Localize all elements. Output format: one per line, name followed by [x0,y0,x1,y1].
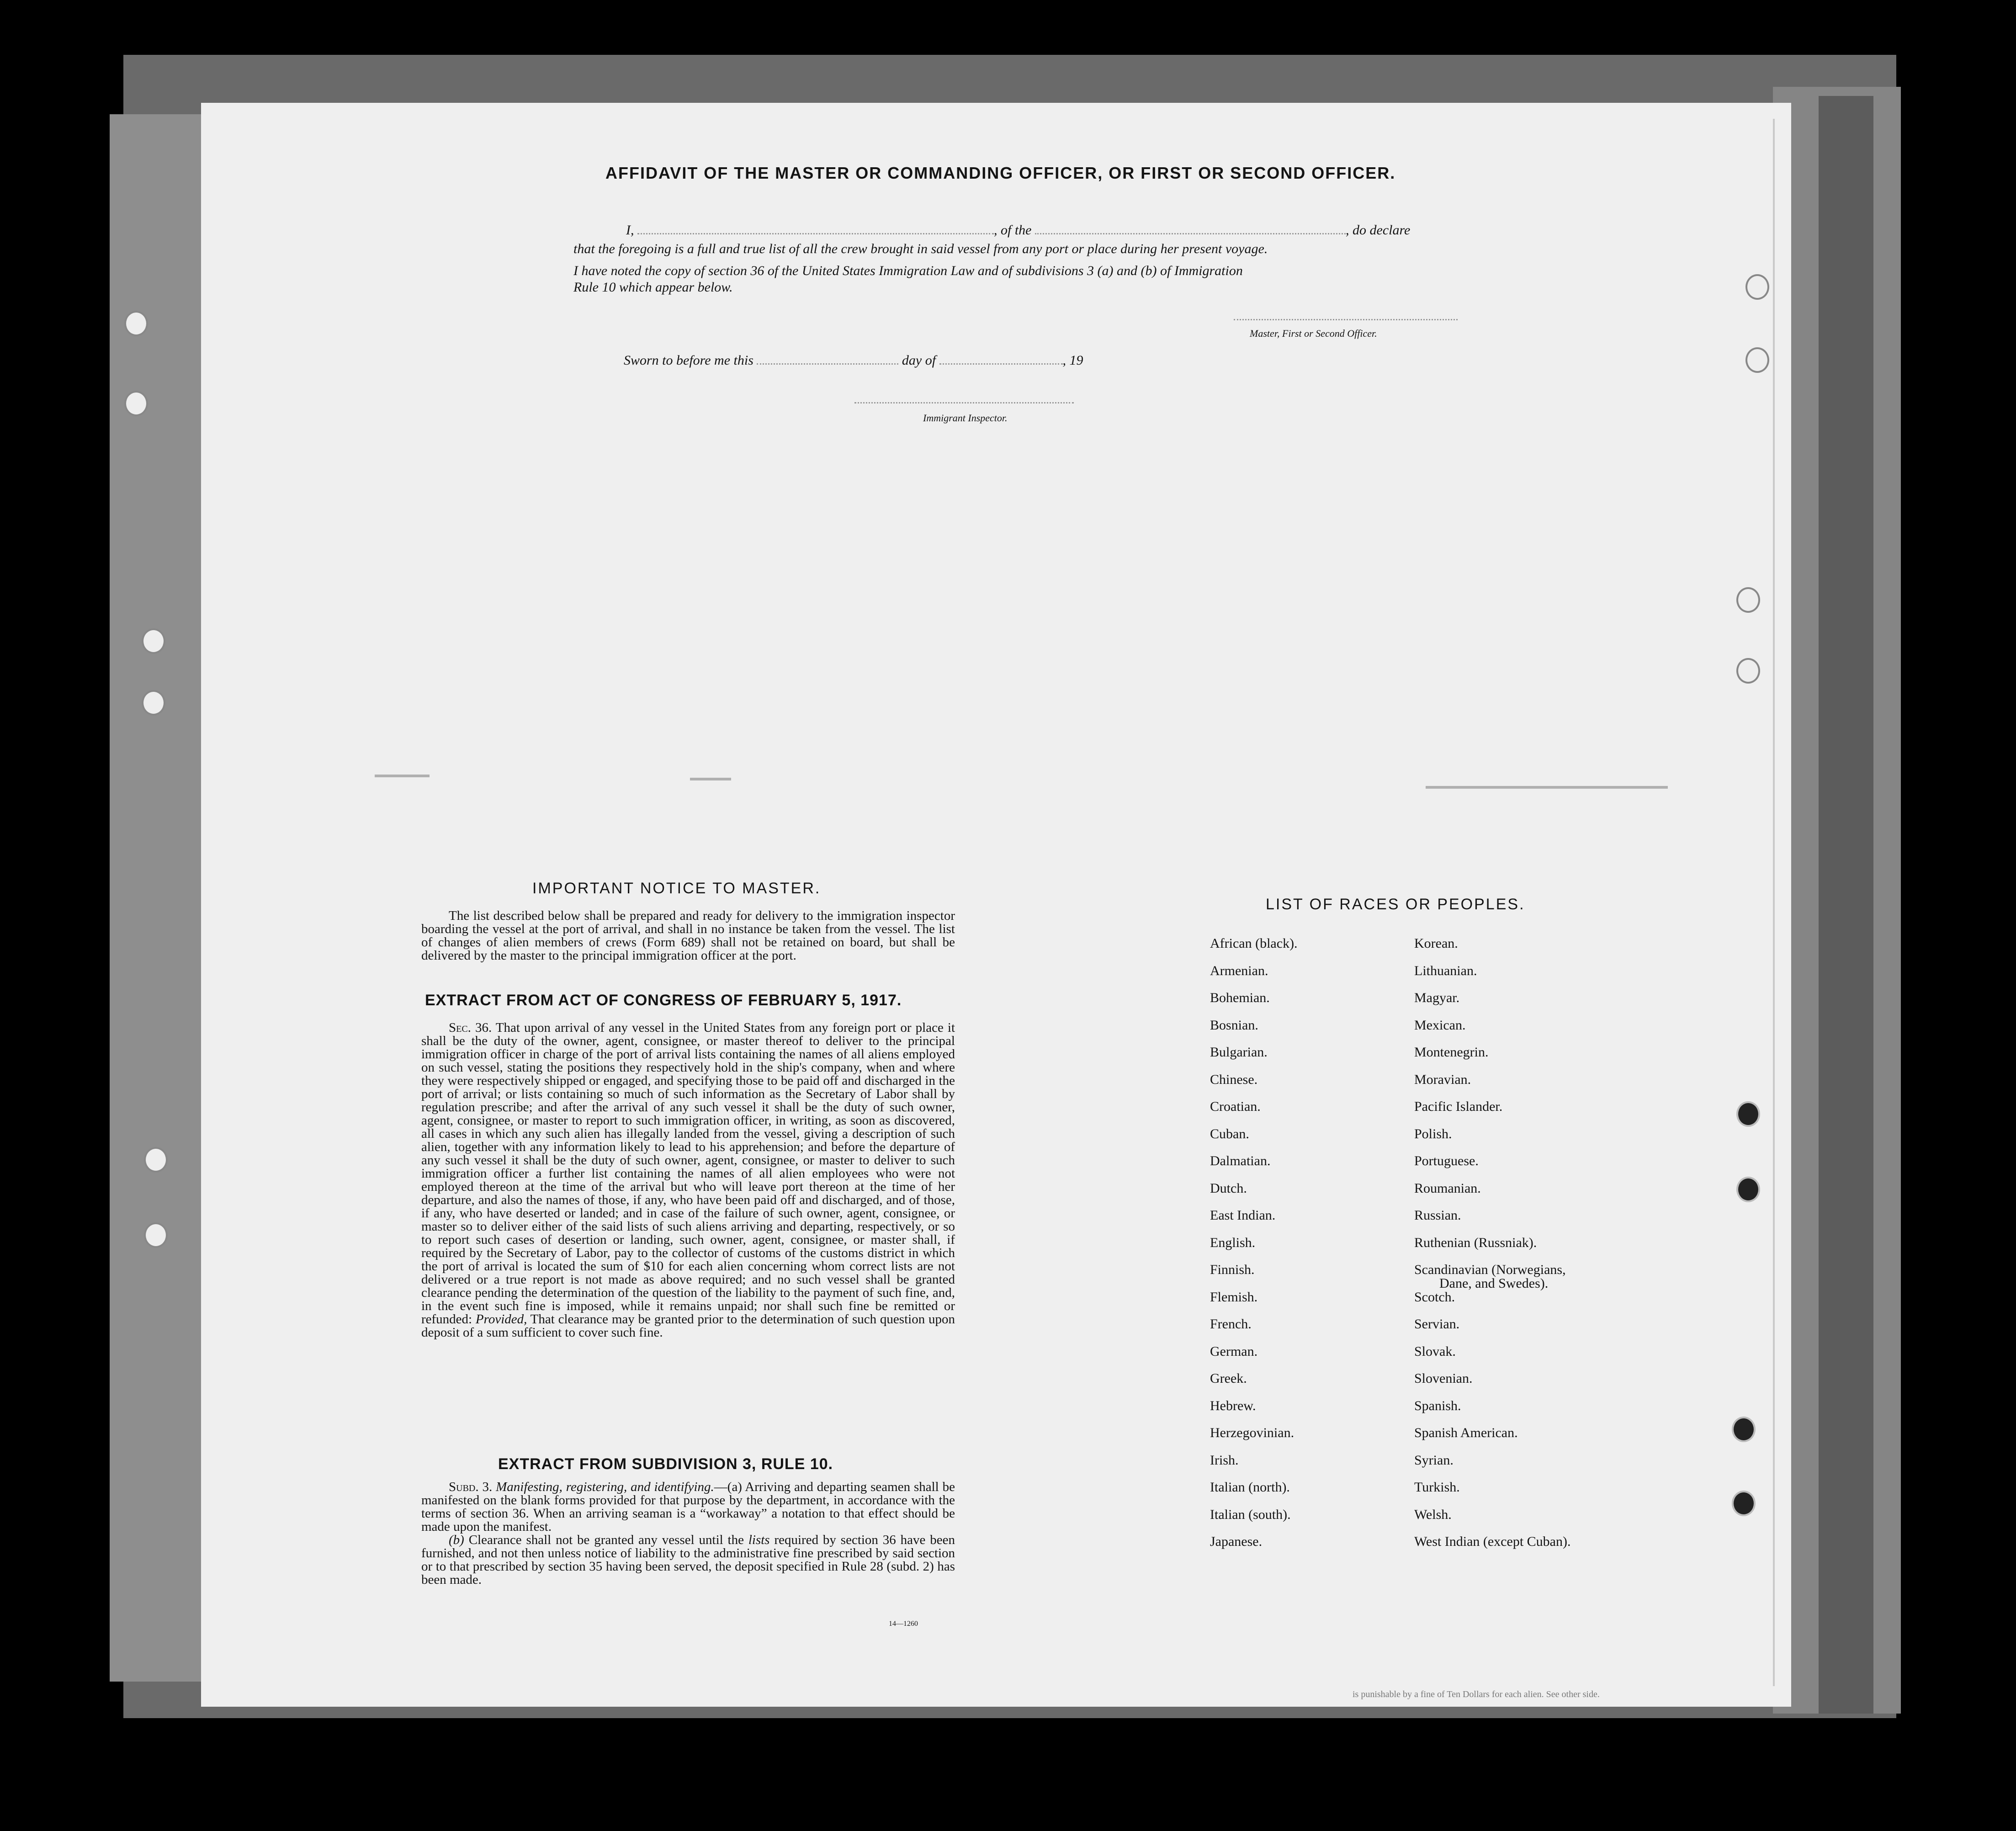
race-item: Portuguese. [1414,1153,1479,1168]
race-item: East Indian. [1210,1208,1276,1223]
scan-smudge [375,775,430,777]
inspector-label: Immigrant Inspector. [923,412,1008,424]
race-item: Korean. [1414,936,1458,951]
subd-b-text-2: required by section 36 have been furnished, and not then unless notice of liability to the administrative fine prescribed by said section or to that prescribed by section 35 having been served, the deposit specified in Rule 28 (subd. 2) has been made. [421,1533,955,1587]
extract-rule-title: EXTRACT FROM SUBDIVISION 3, RULE 10. [498,1455,833,1473]
background-page-edge [1819,96,1873,1714]
day-of-label: day of [902,353,936,368]
race-item: Dalmatian. [1210,1153,1271,1168]
affidavit-i-label: I, [626,223,634,238]
extract-act-title: EXTRACT FROM ACT OF CONGRESS OF FEBRUARY 5, 1917. [425,992,902,1009]
affidavit-of-the-label: , of the [994,223,1032,238]
punch-hole [1736,658,1760,684]
manifest-sheet [201,103,1791,1707]
sworn-line [624,353,1083,368]
race-item: Scotch. [1414,1289,1455,1305]
race-item: Japanese. [1210,1534,1263,1549]
form-code: 14—1260 [889,1620,918,1628]
race-item: Magyar. [1414,990,1460,1005]
race-item: Bohemian. [1210,990,1270,1005]
scan-smudge [1426,786,1668,789]
race-item: Polish. [1414,1126,1452,1141]
race-item: Moravian. [1414,1072,1471,1087]
race-item: Dutch. [1210,1180,1247,1196]
section-36-paragraph [421,1021,955,1339]
race-item: English. [1210,1235,1256,1250]
race-item: Slovenian. [1414,1371,1473,1386]
race-item: German. [1210,1343,1258,1359]
race-item: Irish. [1210,1452,1239,1468]
race-item: Turkish. [1414,1480,1460,1495]
provided-text: Provided, [475,1312,527,1327]
affidavit-line-2: that the foregoing is a full and true list of all the crew brought in said vessel from any port or place during her present voyage. [573,241,1268,256]
subd-b-label: (b) [449,1533,464,1547]
inspector-signature-line[interactable] [854,402,1074,403]
subd-b-lists: lists [748,1533,770,1547]
punch-hole [1736,1177,1760,1202]
race-item: Scandinavian (Norwegians, [1414,1262,1566,1277]
race-item: Croatian. [1210,1099,1261,1114]
notice-body [421,909,955,962]
race-item: Montenegrin. [1414,1045,1489,1060]
punch-hole [124,311,148,336]
signature-line[interactable] [1234,319,1458,320]
race-item: Syrian. [1414,1452,1454,1468]
race-item: Servian. [1414,1316,1460,1332]
section-36-text: That upon arrival of any vessel in the United States from any foreign port or place it shall be the duty of the owner, agent, consignee, or master thereof to deliver to the principal immigration officer in charge of the port of arrival lists containing the names of all aliens employed on such vessel, stating the positions they respectively hold in the ship's company, when and where they were respectively shipped or engaged, and specifying those to be paid off and discharged in the port of arrival; or lists containing so much of such information as the Secretary of Labor shall by regulation prescribe; and after the arrival of any such vessel it shall be the duty of such owner, agent, consignee, or master to report to such immigration officer, in writing, as soon as discovered, all cases in which any such alien has illegally landed from the vessel, giving a description of such alien, together with any information likely to lead to his apprehension; and before the departure of any such vessel it shall be the duty of such owner, agent, consignee, or master to deliver to such immigration officer a further list containing the names of all alien employees who were not employed thereon at the time of the arrival but who will leave port thereon at the time of her departure, and also the names of those, if any, who have been paid off and discharged, and of those, if any, who have deserted or landed; and in case of the failure of such owner, agent, consignee, or master so to deliver either of the said lists of such aliens arriving and departing, respectively, or so to report such cases of desertion or landing, such owner, agent, consignee, or master shall, if required by the Secretary of Labor, pay to the collector of customs of the customs district in which the port of arrival is located the sum of $10 for each alien concerning whom correct lists are not delivered or a true report is not made as above required; and no such vessel shall be granted clearance pending the determination of the question of the liability to the payment of such fine, and, in the event such fine is imposed, while it remains unpaid; nor shall such fine be remitted or refunded: [421,1020,955,1327]
race-item: Dane, and Swedes). [1439,1276,1549,1291]
year-label: , 19 [1062,353,1083,368]
punch-hole [1732,1491,1756,1516]
extract-rule-body [421,1481,955,1587]
race-item: Flemish. [1210,1289,1258,1305]
officer-name-field[interactable] [637,233,994,234]
race-item: Armenian. [1210,963,1268,978]
section-label: Sec. 36. [449,1020,492,1035]
race-item: French. [1210,1316,1252,1332]
race-item: Italian (north). [1210,1480,1290,1495]
race-item: Ruthenian (Russniak). [1414,1235,1537,1250]
punch-hole [1736,1101,1760,1127]
extract-act-body [421,1021,955,1339]
race-item: Bulgarian. [1210,1045,1268,1060]
race-item: Roumanian. [1414,1180,1481,1196]
sworn-month-field[interactable] [939,363,1063,365]
punch-hole [1745,274,1769,300]
punch-hole [124,391,148,416]
notice-paragraph: The list described below shall be prepared and ready for delivery to the immigration inspector boarding the vessel at the port of arrival, and shall in no instance be taken from the vessel. The list of changes of alien members of crews (Form 689) shall not be retained on board, but shall be delivered by the master to the principal immigration officer at the port. [421,908,955,963]
sheet-fold-line [1773,119,1775,1686]
race-item: Welsh. [1414,1507,1452,1522]
race-item: Finnish. [1210,1262,1255,1277]
race-item: Chinese. [1210,1072,1258,1087]
race-item: Russian. [1414,1208,1461,1223]
subd-label: Subd. 3. [449,1480,493,1494]
footer-fragment: is punishable by a fine of Ten Dollars for each alien. See other side. [1353,1689,1600,1699]
section-36-text-end: That clearance may be granted prior to the determination of such question upon deposit of a sum sufficient to cover such fine. [421,1312,955,1340]
race-item: Mexican. [1414,1017,1466,1033]
punch-hole [1732,1417,1756,1442]
scan-smudge [690,778,731,780]
race-item: Greek. [1210,1371,1247,1386]
race-item: Hebrew. [1210,1398,1256,1413]
punch-hole [144,1147,168,1173]
race-item: Slovak. [1414,1343,1456,1359]
race-item: Spanish. [1414,1398,1461,1413]
subdivision-a-paragraph [421,1481,955,1534]
race-item: Cuban. [1210,1126,1249,1141]
sworn-label: Sworn to before me this [624,353,753,368]
affidavit-declare-label: , do declare [1346,223,1411,238]
affidavit-title: AFFIDAVIT OF THE MASTER OR COMMANDING OFFICER, OR FIRST OR SECOND OFFICER. [605,164,1396,182]
race-item: Lithuanian. [1414,963,1477,978]
signature-label: Master, First or Second Officer. [1250,328,1377,339]
punch-hole [1745,347,1769,373]
subd-title: Manifesting, registering, and identifying. [496,1480,714,1494]
punch-hole [142,628,165,654]
subd-a-text: —(a) Arriving and departing seamen shall be manifested on the blank forms provided for that purpose by the department, in accordance with the terms of section 36. When an arriving seaman is a “workaway” a notation to that effect should be made upon the manifest. [421,1480,955,1534]
punch-hole [1736,587,1760,613]
affidavit-line-1 [626,223,1410,238]
race-item: West Indian (except Cuban). [1414,1534,1571,1549]
race-item: Spanish American. [1414,1425,1518,1440]
race-item: African (black). [1210,936,1298,951]
punch-hole [142,690,165,716]
punch-hole [144,1222,168,1248]
vessel-name-field[interactable] [1035,233,1346,234]
race-item: Herzegovinian. [1210,1425,1294,1440]
affidavit-line-3: I have noted the copy of section 36 of the United States Immigration Law and of subdivisions 3 (a) and (b) of Immigration [573,263,1243,278]
subdivision-b-paragraph [421,1534,955,1587]
affidavit-line-4: Rule 10 which appear below. [573,280,733,295]
race-item: Italian (south). [1210,1507,1291,1522]
races-title: LIST OF RACES OR PEOPLES. [1266,896,1525,913]
race-item: Bosnian. [1210,1017,1258,1033]
subd-b-text-1: Clearance shall not be granted any vessel until the [468,1533,744,1547]
notice-title: IMPORTANT NOTICE TO MASTER. [532,880,821,897]
race-item: Pacific Islander. [1414,1099,1503,1114]
sworn-day-field[interactable] [757,363,898,365]
